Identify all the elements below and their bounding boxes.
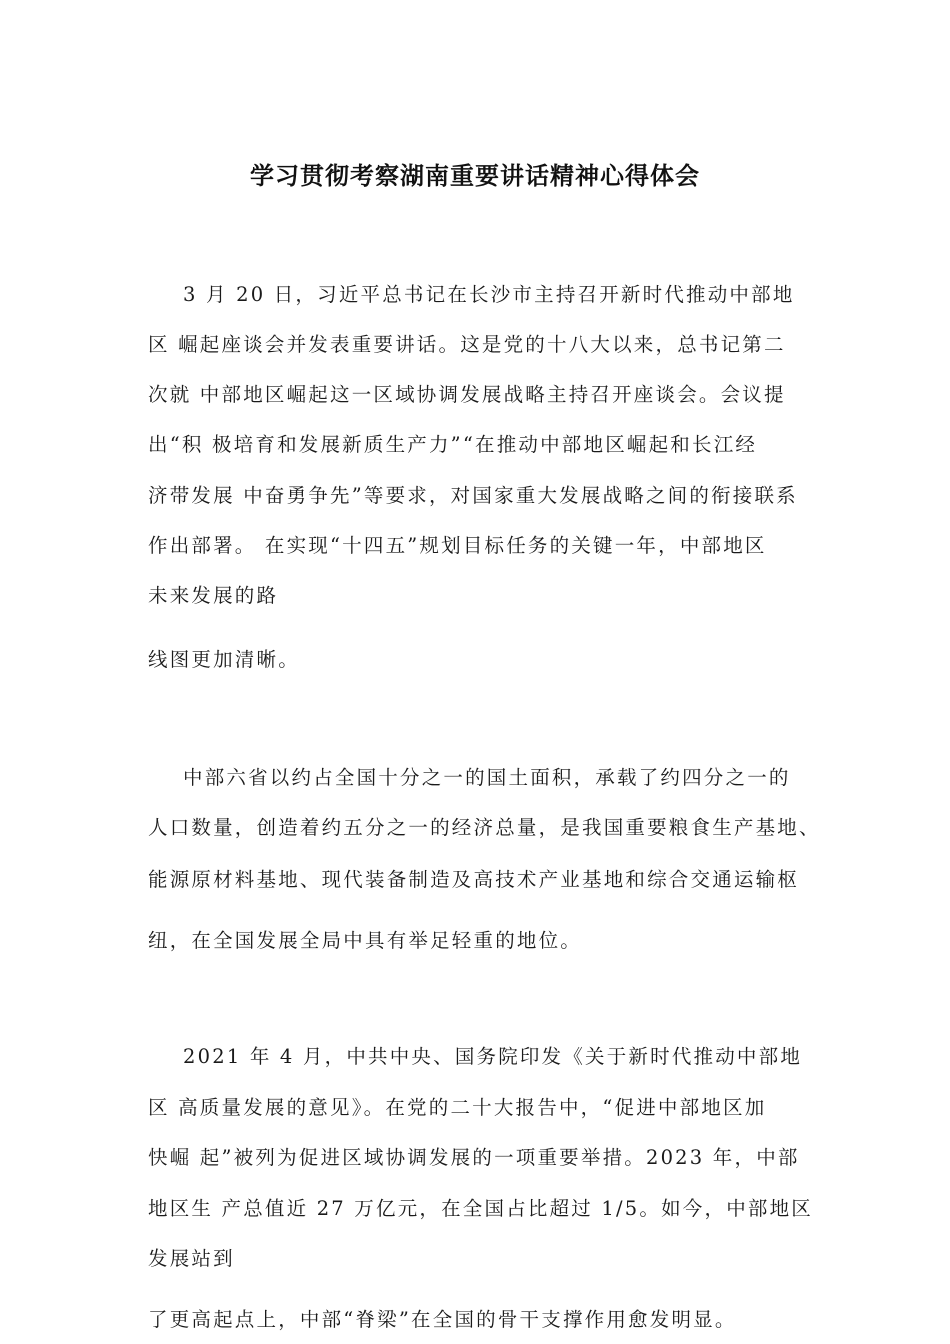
paragraph-1-line-2: 区 崛起座谈会并发表重要讲话。这是党的十八大以来，总书记第二 bbox=[148, 333, 786, 356]
paragraph-3-line-1: 2021 年 4 月，中共中央、国务院印发《关于新时代推动中部地 bbox=[183, 1045, 803, 1068]
paragraph-1-line-8: 线图更加清晰。 bbox=[148, 648, 300, 671]
paragraph-2-line-3: 能源原材料基地、现代装备制造及高技术产业基地和综合交通运输枢 bbox=[148, 868, 800, 891]
paragraph-2-line-1: 中部六省以约占全国十分之一的国土面积，承载了约四分之一的 bbox=[183, 766, 791, 789]
paragraph-1-line-4: 出“积 极培育和发展新质生产力”“在推动中部地区崛起和长江经 bbox=[148, 433, 758, 456]
paragraph-3-line-5: 发展站到 bbox=[148, 1247, 235, 1270]
paragraph-3-line-2: 区 高质量发展的意见》。在党的二十大报告中，“促进中部地区加 bbox=[148, 1096, 767, 1119]
paragraph-1-line-5: 济带发展 中奋勇争先”等要求，对国家重大发展战略之间的衔接联系 bbox=[148, 484, 798, 507]
paragraph-3-line-4: 地区生 产总值近 27 万亿元，在全国占比超过 1/5。如今，中部地区 bbox=[148, 1197, 813, 1220]
paragraph-1-line-3: 次就 中部地区崛起这一区域协调发展战略主持召开座谈会。会议提 bbox=[148, 383, 786, 406]
paragraph-1-line-1: 3 月 20 日，习近平总书记在长沙市主持召开新时代推动中部地 bbox=[183, 283, 795, 306]
paragraph-3-line-6: 了更高起点上，中部“脊梁”在全国的骨干支撑作用愈发明显。 bbox=[148, 1308, 737, 1331]
document-title: 学习贯彻考察湖南重要讲话精神心得体会 bbox=[250, 162, 700, 190]
paragraph-2-line-4: 纽，在全国发展全局中具有举足轻重的地位。 bbox=[148, 929, 583, 952]
paragraph-3-line-3: 快崛 起”被列为促进区域协调发展的一项重要举措。2023 年，中部 bbox=[148, 1146, 800, 1169]
paragraph-1-line-6: 作出部署。 在实现“十四五”规划目标任务的关键一年，中部地区 bbox=[148, 534, 767, 557]
paragraph-2-line-2: 人口数量，创造着约五分之一的经济总量，是我国重要粮食生产基地、 bbox=[148, 816, 821, 839]
paragraph-1-line-7: 未来发展的路 bbox=[148, 584, 279, 607]
